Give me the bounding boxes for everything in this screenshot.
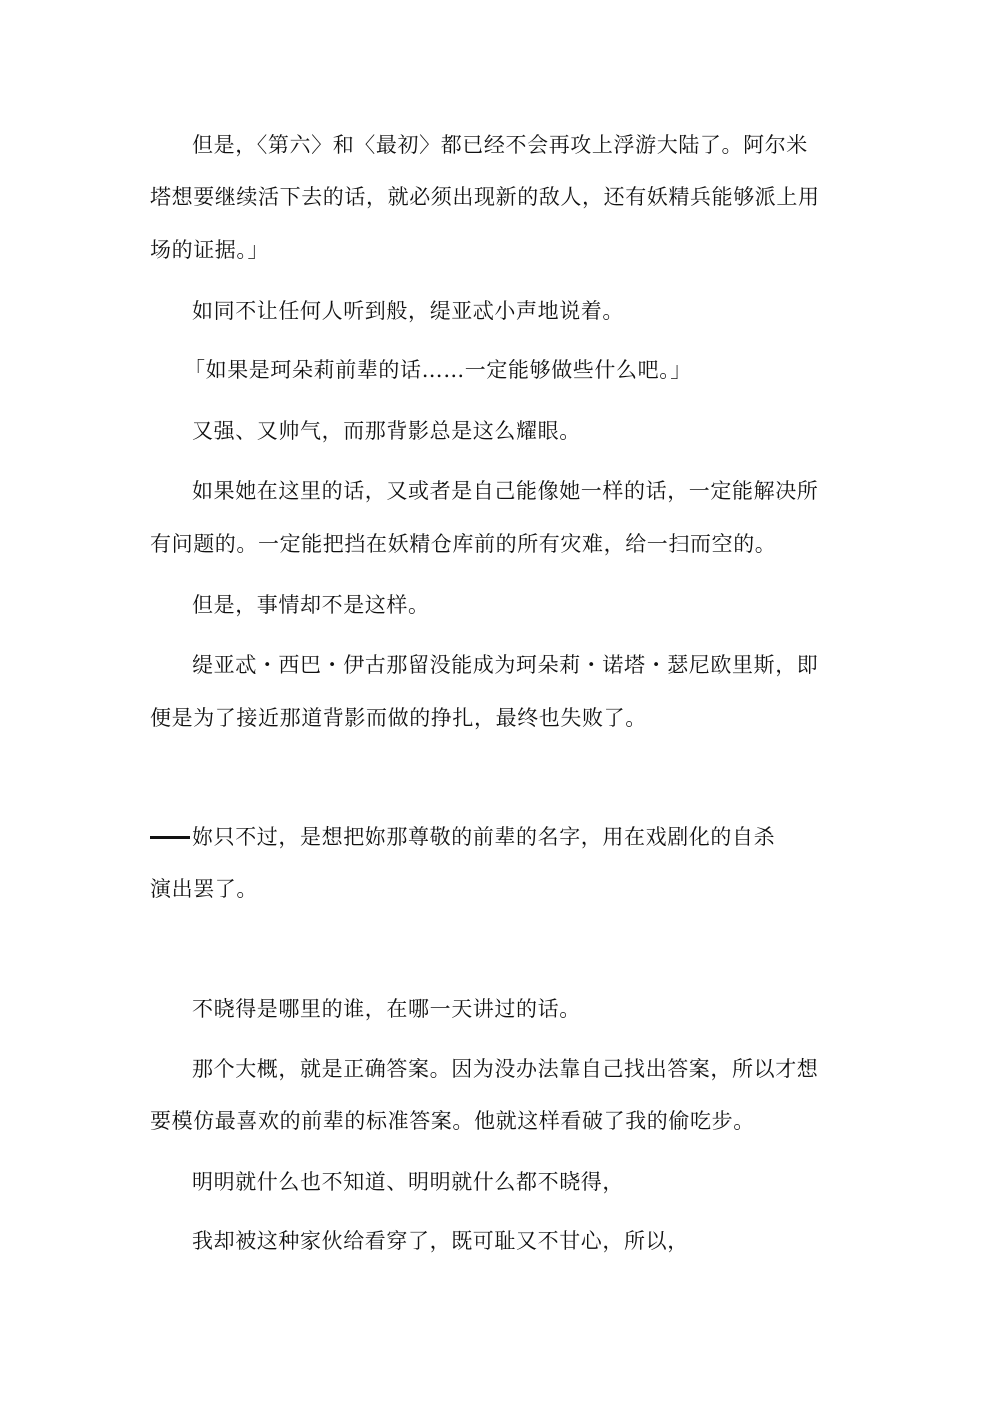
paragraph-5-line-2: 有问题的。一定能把挡在妖精仓库前的所有灾难，给一扫而空的。	[150, 532, 777, 556]
paragraph-10-line-2: 要模仿最喜欢的前辈的标准答案。他就这样看破了我的偷吃步。	[150, 1109, 755, 1133]
paragraph-1-line-3: 场的证据。」	[150, 238, 270, 262]
paragraph-4-line-1: 又强、又帅气，而那背影总是这么耀眼。	[192, 419, 581, 443]
paragraph-5-line-1: 如果她在这里的话，又或者是自己能像她一样的话，一定能解决所	[192, 479, 819, 503]
paragraph-8-line-1-text: 妳只不过，是想把妳那尊敬的前辈的名字，用在戏剧化的自杀	[192, 825, 776, 849]
paragraph-8-line-1	[150, 822, 850, 852]
em-dash	[150, 822, 192, 852]
paragraph-7-line-1: 缇亚忒・西巴・伊古那留没能成为珂朵莉・诺塔・瑟尼欧里斯，即	[192, 653, 819, 677]
paragraph-1-line-2: 塔想要继续活下去的话，就必须出现新的敌人，还有妖精兵能够派上用	[150, 185, 820, 209]
paragraph-2-line-1: 如同不让任何人听到般，缇亚忒小声地说着。	[192, 299, 624, 323]
paragraph-10-line-1: 那个大概，就是正确答案。因为没办法靠自己找出答案，所以才想	[192, 1057, 819, 1081]
paragraph-9-line-1: 不晓得是哪里的谁，在哪一天讲过的话。	[192, 997, 581, 1021]
paragraph-7-line-2: 便是为了接近那道背影而做的挣扎，最终也失败了。	[150, 706, 647, 730]
paragraph-3-line-1: 「如果是珂朵莉前辈的话……一定能够做些什么吧。」	[184, 358, 692, 382]
paragraph-1-line-1: 但是，〈第六〉和〈最初〉都已经不会再攻上浮游大陆了。阿尔米	[192, 133, 808, 157]
paragraph-11-line-1: 明明就什么也不知道、明明就什么都不晓得，	[192, 1170, 624, 1194]
paragraph-8-line-2: 演出罢了。	[150, 877, 258, 901]
paragraph-12-line-1: 我却被这种家伙给看穿了，既可耻又不甘心，所以，	[192, 1229, 689, 1253]
paragraph-6-line-1: 但是，事情却不是这样。	[192, 593, 430, 617]
